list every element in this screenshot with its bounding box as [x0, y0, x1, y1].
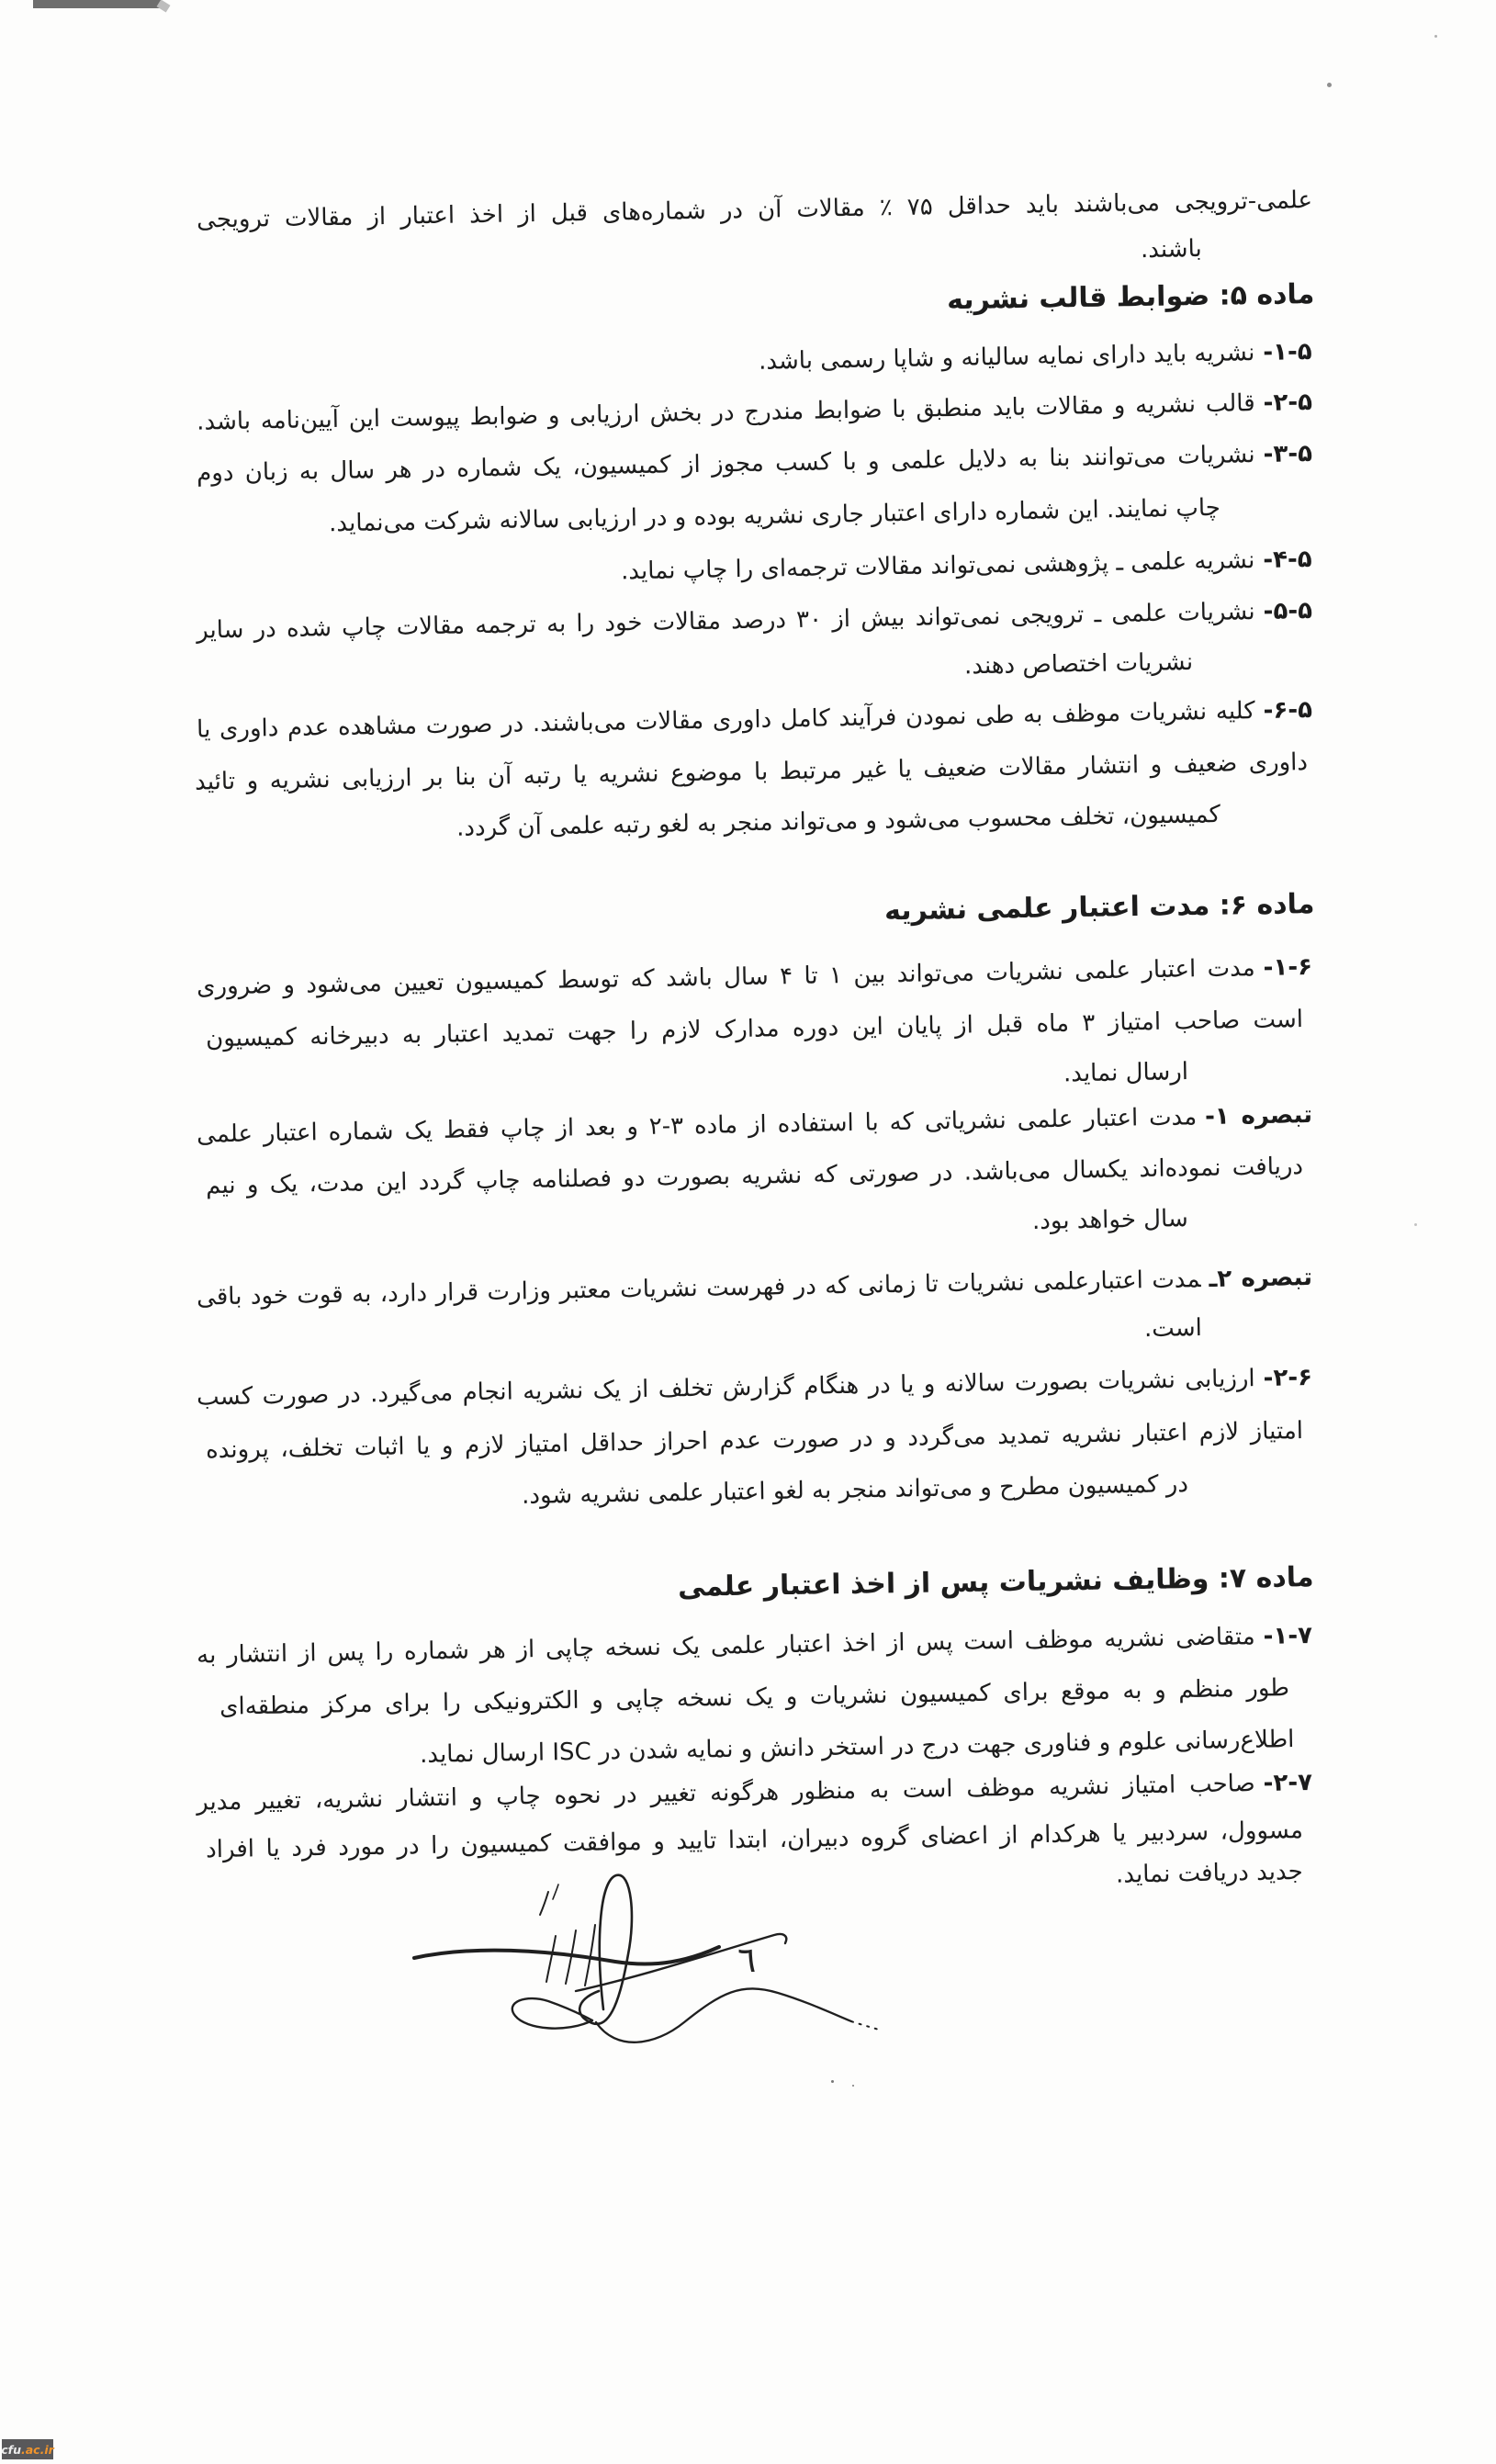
clause-line	[197, 437, 1313, 494]
watermark-site: cfu	[1, 2442, 21, 2457]
scan-speck	[1327, 83, 1332, 87]
clause-text: داوری ضعیف و انتشار مقالات ضعیف یا غیر مرتبط با موضوع نشریه یا رتبه آن بنا بر ارزیابی نشریه و تائید	[194, 748, 1309, 796]
clause-line	[197, 1619, 1313, 1676]
watermark-badge	[2, 2439, 53, 2459]
clause-text: کمیسیون، تخلف محسوب می‌شود و می‌تواند منجر به لغو رتبه علمی آن گردد.	[456, 801, 1221, 842]
item-number: ۶-۲-	[1263, 1364, 1313, 1392]
clause-text: ارسال نماید.	[1063, 1058, 1189, 1088]
clause-line	[197, 1766, 1313, 1823]
note-line	[206, 1150, 1304, 1206]
note-line	[1032, 1202, 1188, 1238]
clause-line	[197, 386, 1313, 443]
paragraph-line	[1141, 232, 1202, 266]
clause-line	[206, 1003, 1304, 1059]
clause-text: امتیاز لازم اعتبار نشریه تمدید می‌گردد و در صورت عدم احراز حداقل امتیاز لازم و یا اثبات تخلف، پرونده	[205, 1417, 1304, 1465]
note-text: است.	[1143, 1314, 1203, 1344]
scan-artifact-bar	[33, 0, 162, 8]
note-text: مدت اعتبارعلمی نشریات تا زمانی که در فهرست نشریات معتبر وزارت قرار دارد، به قوت خود باقی	[196, 1266, 1201, 1311]
clause-line	[206, 1414, 1304, 1470]
clause-text: مدت اعتبار علمی نشریات می‌تواند بین ۱ تا ۴ سال باشد که توسط کمیسیون تعیین می‌شود و ضروری	[196, 954, 1255, 1001]
paragraph-text: باشند.	[1141, 235, 1203, 264]
clause-text: کلیه نشریات موظف به طی نمودن فرآیند کامل داوری مقالات می‌باشند. در صورت مشاهده عدم داوری یا	[196, 697, 1255, 744]
clause-text: چاپ نمایند. این شماره دارای اعتبار جاری نشریه بوده و در ارزیابی سالانه شرکت می‌نماید.	[329, 494, 1221, 538]
clause-text: نشریات اختصاص دهند.	[963, 648, 1194, 681]
item-number: ۵-۵-	[1263, 597, 1313, 625]
clause-line	[197, 693, 1313, 750]
paragraph-line	[197, 184, 1313, 241]
clause-line	[197, 951, 1313, 1007]
item-number: ۵-۱-	[1263, 338, 1313, 366]
item-number: ۵-۳-	[1263, 440, 1313, 468]
clause-text: صاحب امتیاز نشریه موظف است به منظور هرگونه تغییر در نحوه چاپ و انتشار نشریه، تغییر مدیر	[196, 1770, 1255, 1817]
clause-text: متقاضی نشریه موظف است پس از اخذ اعتبار علمی یک نسخه چاپی از هر شماره را پس از انتشار به	[196, 1623, 1255, 1670]
paragraph-text: علمی-ترویجی می‌باشند باید حداقل ۷۵ ٪ مقالات آن در شماره‌های قبل از اخذ اعتبار از مقالات ترویجی	[196, 186, 1313, 234]
item-number: ۶-۱-	[1263, 953, 1313, 982]
clause-line	[1116, 1855, 1303, 1892]
scan-speck	[831, 2080, 834, 2083]
note-line	[1144, 1311, 1202, 1345]
scan-speck	[852, 2085, 854, 2087]
note-text: دریافت نموده‌اند یکسال می‌باشد. در صورتی که نشریه بصورت دو فصلنامه چاپ گردد این مدت، یک و نیم	[205, 1153, 1304, 1200]
item-number: ۷-۲-	[1263, 1769, 1313, 1797]
clause-line	[621, 543, 1312, 588]
handwritten-signature	[409, 1864, 886, 2048]
clause-text: است صاحب امتیاز ۳ ماه قبل از پایان این دوره مدارک لازم را جهت تمدید اعتبار به دبیرخانه کمیسیون	[205, 1006, 1304, 1053]
clause-line	[522, 1468, 1188, 1513]
clause-line	[1063, 1055, 1189, 1090]
clause-text: نشریه باید دارای نمایه سالیانه و شاپا رسمی باشد.	[759, 339, 1255, 376]
page-number: ٦	[737, 1940, 757, 1980]
clause-line	[419, 1723, 1294, 1772]
note-text: سال خواهد بود.	[1032, 1205, 1189, 1236]
clause-line	[456, 798, 1220, 845]
section-heading-article-5: ماده ۵: ضوابط قالب نشریه	[946, 278, 1315, 317]
clause-text: نشریه علمی ـ پژوهشی نمی‌تواند مقالات ترجمه‌ای را چاپ نماید.	[621, 546, 1255, 586]
clause-line	[219, 1671, 1290, 1727]
clause-line	[195, 746, 1309, 803]
scan-speck	[1414, 1223, 1417, 1226]
clause-text: نشریات علمی ـ ترویجی نمی‌تواند بیش از ۳۰ درصد مقالات خود را به ترجمه مقالات چاپ شده در سایر	[196, 598, 1255, 645]
clause-line	[197, 1361, 1313, 1418]
note-label: تبصره ۱-	[1204, 1101, 1313, 1131]
clause-text: نشریات می‌توانند بنا به دلایل علمی و با کسب مجوز از کمیسیون، یک شماره در هر سال به زبان دوم	[196, 441, 1255, 488]
clause-text: قالب نشریه و مقالات باید منطبق با ضوابط مندرج در بخش ارزیابی و ضوابط پیوست این آیین‌نامه باشد.	[196, 389, 1255, 436]
clause-text: جدید دریافت نماید.	[1116, 1858, 1304, 1889]
note-line	[197, 1098, 1313, 1155]
note-label: تبصره ۲ـ	[1209, 1264, 1313, 1294]
clause-text: در کمیسیون مطرح و می‌تواند منجر به لغو اعتبار علمی نشریه شود.	[521, 1470, 1189, 1510]
section-heading-article-7: ماده ۷: وظایف نشریات پس از اخذ اعتبار علمی	[678, 1561, 1315, 1603]
clause-line	[329, 491, 1220, 540]
clause-line	[197, 594, 1313, 651]
section-heading-article-6: ماده ۶: مدت اعتبار علمی نشریه	[883, 888, 1315, 928]
item-number: ۷-۱-	[1263, 1622, 1313, 1650]
note-line	[197, 1261, 1313, 1318]
item-number: ۵-۲-	[1263, 388, 1313, 417]
clause-line	[759, 335, 1312, 378]
note-text: مدت اعتبار علمی نشریاتی که با استفاده از ماده ۳‏-‏۲ و بعد از چاپ فقط یک شماره اعتبار علمی	[196, 1103, 1198, 1149]
clause-line	[964, 646, 1194, 682]
clause-text: طور منظم و به موقع برای کمیسیون نشریات و یک نسخه چاپی و الکترونیکی را برای مرکز منطقه‌ای	[219, 1674, 1290, 1721]
clause-text: اطلاع‌رسانی علوم و فناوری جهت درج در استخر دانش و نمایه شدن در ISC ارسال نماید.	[419, 1726, 1295, 1769]
scan-speck	[1434, 35, 1437, 38]
watermark-suffix: .ac.ir	[20, 2442, 54, 2457]
clause-text: ارزیابی نشریات بصورت سالانه و یا در هنگام گزارش تخلف از یک نشریه انجام می‌گیرد. در صورت کسب	[196, 1365, 1255, 1412]
item-number: ۵-۴-	[1263, 546, 1313, 574]
clause-text: مسوول، سردبیر یا هرکدام از اعضای گروه دبیران، ابتدا تایید و موافقت کمیسیون را در مورد فرد یا افراد	[205, 1817, 1304, 1864]
item-number: ۵-۶-	[1263, 696, 1313, 725]
